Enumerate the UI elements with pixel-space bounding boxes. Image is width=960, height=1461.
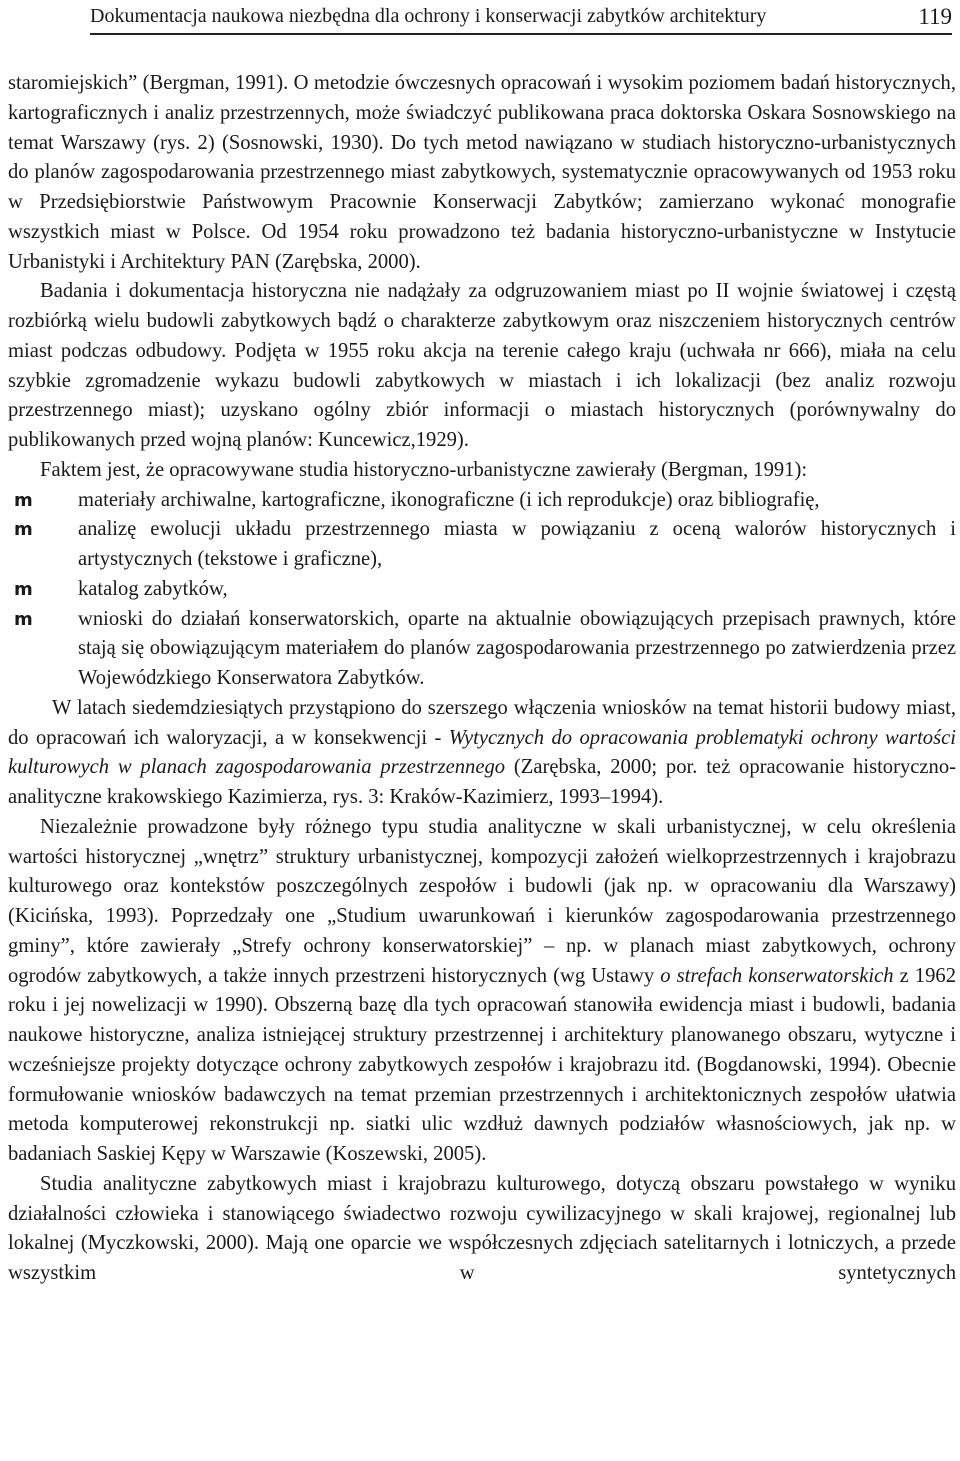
paragraph-5-italic: o strefach konserwatorskich	[660, 964, 894, 987]
paragraph-4	[8, 694, 956, 813]
list-item-text: katalog zabytków,	[78, 577, 228, 600]
running-header	[90, 0, 952, 35]
list-item-text: analizę ewolucji układu przestrzennego miasta w powiązaniu z oceną walorów historycznych i artystycznych (tekstowe i graficzne),	[78, 518, 956, 570]
paragraph-6: Studia analityczne zabytkowych miast i krajobrazu kulturowego, dotyczą obszaru powstałego w wyniku działalności człowieka i stanowiącego świadectwo rozwoju cywilizacyjnego w skali krajowej, regionalnej lub lokalnej (Myczkowski, 2000). Mają one oparcie we współczesnych zdjęciach satelitarnych i lotniczych, a przede wszystkim w syntetycznych	[8, 1172, 956, 1284]
bullet-icon: m	[14, 519, 33, 541]
paragraph-5-text-a: Niezależnie prowadzone były różnego typu studia analityczne w skali urbanistycznej, w celu określenia wartości historycznej „wnętrz” struktury urbanistycznej, kompozycji założeń wielkoprzestrzennych i krajobrazu kulturowego oraz kontekstów poszczególnych zespołów i budowli (jak np. w opracowaniu dla Warszawy) (Kicińska, 1993). Poprzedzały one „Studium uwarunkowań i kierunków zagospodarowania przestrzennego gminy”, które zawierały „Strefy ochrony konserwatorskiej” – np. w planach miast zabytkowych, ochrony ogrodów zabytkowych, a także innych przestrzeni historycznych (wg Ustawy	[8, 815, 956, 987]
paragraph-5-text-b: z 1962 roku i jej nowelizacji w 1990). Obszerną bazę dla tych opracowań stanowiła ewidencja miast i budowli, badania naukowe historyczne, analiza istniejącej struktury przestrzennej i architektury planowanego obszaru, wytyczne i wcześniejsze projekty dotyczące ochrony zabytkowych zespołów i krajobrazu itd. (Bogdanowski, 1994). Obecnie formułowanie wniosków badawczych na temat przemian przestrzennych i architektonicznych zespołów ułatwia metoda komputerowej rekonstrukcji np. siatki ulic wzdłuż dawnych podziałów własnościowych, jak np. w badaniach Saskiej Kępy w Warszawie (Koszewski, 2005).	[8, 964, 956, 1165]
paragraph-4-text-b: (Zarębska, 2000; por. też opracowanie historyczno-analityczne krakowskiego Kazimierza, rys. 3: Kraków-Kazimierz, 1993–1994).	[8, 756, 956, 808]
bullet-icon: m	[14, 578, 33, 600]
list-item	[8, 605, 956, 694]
list-item-text: wnioski do działań konserwatorskich, oparte na aktualnie obowiązujących przepisach prawnych, które stają się obowiązującym materiałem do planów zagospodarowania przestrzennego po zatwierdzenia przez Wojewódzkiego Konserwatora Zabytków.	[78, 607, 956, 689]
body-text	[8, 69, 956, 1289]
bullet-icon: m	[14, 489, 33, 511]
list-item	[8, 575, 956, 605]
paragraph-5	[8, 813, 956, 1170]
paragraph-4-italic: Wytycznych do opracowania problematyki ochrony wartości kulturowych w planach zagospodarowania przestrzennego	[8, 726, 956, 779]
paragraph-3: Faktem jest, że opracowywane studia historyczno-urbanistyczne zawierały (Bergman, 1991):	[40, 458, 808, 481]
list-item-text: materiały archiwalne, kartograficzne, ikonograficzne (i ich reprodukcje) oraz bibliografię,	[78, 488, 820, 511]
page-number: 119	[918, 3, 952, 29]
list-item	[8, 486, 956, 516]
paragraph-1: staromiejskich” (Bergman, 1991). O metodzie ówczesnych opracowań i wysokim poziomem badań historycznych, kartograficznych i analiz przestrzennych, może świadczyć publikowana praca doktorska Oskara Sosnowskiego na temat Warszawy (rys. 2) (Sosnowski, 1930). Do tych metod nawiązano w studiach historyczno-urbanistycznych do planów zagospodarowania przestrzennego miast zabytkowych, systematycznie opracowywanych od 1953 roku w Przedsiębiorstwie Państwowym Pracownie Konserwacji Zabytków; zamierzano wykonać monografie wszystkich miast w Polsce. Od 1954 roku prowadzono też badania historyczno-urbanistyczne w Instytucie Urbanistyki i Architektury PAN (Zarębska, 2000).	[8, 72, 956, 273]
running-title: Dokumentacja naukowa niezbędna dla ochrony i konserwacji zabytków architektury	[90, 5, 767, 27]
list-item	[8, 515, 956, 575]
bullet-list	[8, 486, 956, 694]
paragraph-2: Badania i dokumentacja historyczna nie nadążały za odgruzowaniem miast po II wojnie światowej i częstą rozbiórką wielu budowli zabytkowych bądź o charakterze zabytkowym oraz niszczeniem historycznych centrów miast podczas odbudowy. Podjęta w 1955 roku akcja na terenie całego kraju (uchwała nr 666), miała na celu szybkie zgromadzenie wykazu budowli zabytkowych w miastach i ich lokalizacji (bez analiz rozwoju przestrzennego miast); uzyskano ogólny zbiór informacji o miastach historycznych (porównywalny do publikowanych przed wojną planów: Kuncewicz,1929).	[8, 280, 956, 451]
bullet-icon: m	[14, 608, 33, 630]
paragraph-4-text-a: W latach siedemdziesiątych przystąpiono do szerszego włączenia wniosków na temat historii budowy miast, do opracowań ich waloryzacji, a w konsekwencji -	[8, 696, 956, 749]
